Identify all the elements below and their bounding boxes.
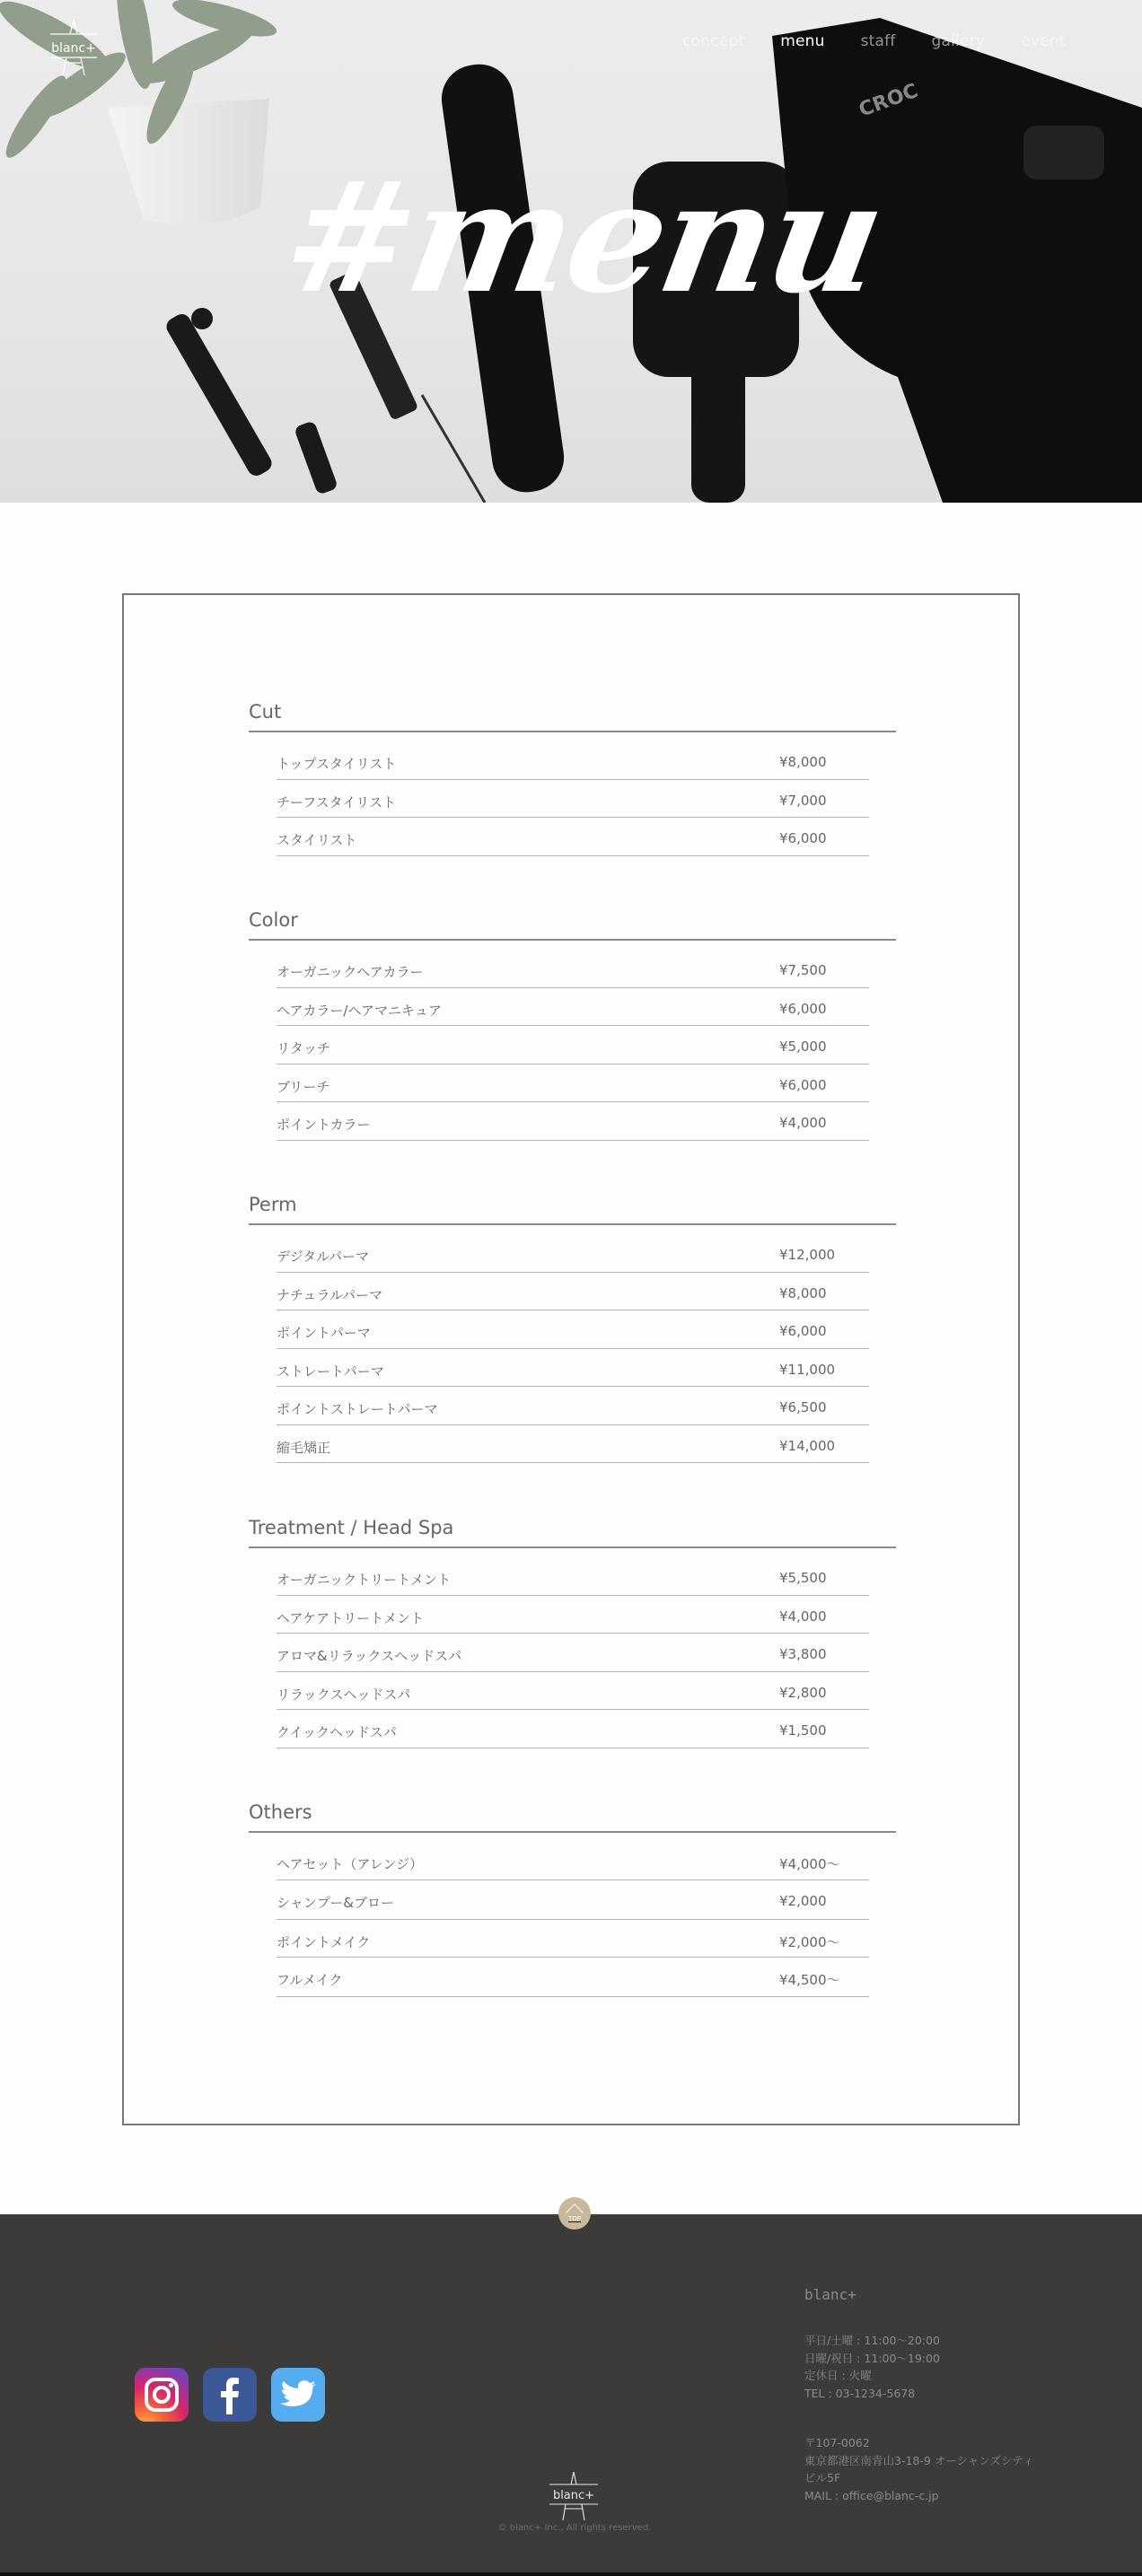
- email-address[interactable]: MAIL : office@blanc-c.jp: [804, 2488, 939, 2502]
- item-price: ¥11,000: [779, 1361, 836, 1378]
- menu-item: [277, 1234, 869, 1273]
- item-name: ポイントメイク: [277, 1933, 371, 1950]
- menu-item: [277, 1920, 869, 1958]
- item-price: ¥14,000: [779, 1437, 836, 1454]
- item-name: トップスタイリスト: [277, 756, 397, 772]
- item-name: ストレートパーマ: [277, 1362, 384, 1380]
- item-price: ¥4,000: [779, 1115, 827, 1131]
- section-title: Color: [249, 909, 298, 931]
- item-name: ヘアケアトリートメント: [277, 1609, 424, 1626]
- item-price: ¥2,800: [779, 1684, 827, 1701]
- address-block: [804, 2434, 1038, 2504]
- item-name: リタッチ: [277, 1040, 331, 1056]
- menu-item: [277, 1065, 869, 1103]
- nav-item-concept[interactable]: concept: [682, 32, 745, 50]
- item-name: ナチュラルパーマ: [277, 1286, 383, 1303]
- page-title: #menu: [271, 148, 894, 328]
- section-title: Cut: [249, 701, 282, 723]
- menu-item: [277, 1387, 869, 1425]
- section-divider: [249, 731, 896, 732]
- item-name: オーガニックトリートメント: [277, 1572, 451, 1588]
- menu-item: [277, 1596, 869, 1634]
- menu-item: [277, 1710, 869, 1748]
- item-price: ¥8,000: [779, 1284, 827, 1301]
- menu-item: [277, 780, 869, 819]
- item-price: ¥6,000: [779, 1323, 827, 1339]
- footer-brand-name: blanc+: [804, 2286, 856, 2303]
- item-name: フルメイク: [277, 1972, 343, 1988]
- menu-item: [277, 988, 869, 1027]
- menu-item: [277, 818, 869, 856]
- item-price: ¥1,500: [779, 1722, 827, 1739]
- copyright-text: © blanc+ Inc., All rights reserved.: [497, 2523, 652, 2533]
- menu-item: [277, 950, 869, 988]
- item-name: ポイントパーマ: [277, 1325, 371, 1341]
- street-address: 東京都港区南青山3-18-9 オーシャンズシティビル5F: [804, 2453, 1034, 2484]
- bottom-edge: [0, 2572, 1142, 2576]
- section-divider: [249, 1546, 896, 1548]
- item-price: ¥5,000: [779, 1038, 827, 1055]
- to-top-label: TOP: [567, 2215, 581, 2222]
- menu-card: [122, 593, 1020, 2125]
- section-title: Treatment / Head Spa: [249, 1517, 454, 1538]
- hours-weekday: 平日/土曜 : 11:00〜20:00: [804, 2334, 940, 2347]
- item-price: ¥4,000〜: [779, 1856, 840, 1872]
- item-price: ¥12,000: [779, 1247, 836, 1263]
- svg-text:CROC: CROC: [856, 79, 921, 122]
- item-name: シャンプー&ブロー: [277, 1894, 394, 1911]
- footer-logo[interactable]: [548, 2470, 600, 2520]
- menu-item: [277, 1026, 869, 1065]
- menu-item: [277, 1880, 869, 1920]
- item-name: ポイントカラー: [277, 1117, 371, 1133]
- menu-section-color: [249, 907, 896, 1141]
- nav-item-event[interactable]: event: [1021, 32, 1066, 50]
- menu-section-cut: [249, 698, 896, 856]
- section-divider: [249, 1223, 896, 1225]
- back-to-top-button[interactable]: [558, 2197, 591, 2230]
- item-name: クイックヘッドスパ: [277, 1724, 397, 1740]
- item-name: ヘアセット（アレンジ）: [277, 1856, 424, 1872]
- item-price: ¥5,500: [779, 1570, 827, 1586]
- nav-item-gallery[interactable]: gallery: [931, 32, 986, 50]
- svg-text:blanc+: blanc+: [51, 41, 96, 56]
- item-price: ¥7,000: [779, 792, 827, 809]
- menu-section-others: [249, 1799, 896, 1997]
- item-price: ¥6,000: [779, 830, 827, 846]
- menu-section-treatment: [249, 1514, 896, 1748]
- item-price: ¥6,000: [779, 1000, 827, 1017]
- item-price: ¥4,000: [779, 1608, 827, 1625]
- svg-text:blanc+: blanc+: [552, 2489, 595, 2502]
- item-name: アロマ&リラックスヘッドスパ: [277, 1648, 462, 1664]
- main-nav: [682, 32, 1101, 50]
- menu-item: [277, 1425, 869, 1464]
- item-name: チーフスタイリスト: [277, 793, 397, 810]
- phone-number: TEL : 03-1234-5678: [804, 2386, 916, 2400]
- facebook-icon[interactable]: [203, 2368, 257, 2422]
- item-name: スタイリスト: [277, 832, 357, 848]
- menu-item: [277, 1557, 869, 1596]
- menu-item: [277, 1672, 869, 1711]
- brand-logo[interactable]: [45, 18, 102, 75]
- section-title: Others: [249, 1801, 312, 1823]
- menu-item: [277, 1310, 869, 1349]
- section-divider: [249, 939, 896, 941]
- closed-day: 定休日 : 火曜: [804, 2369, 872, 2382]
- menu-section-perm: [249, 1191, 896, 1463]
- menu-item: [277, 1634, 869, 1672]
- item-price: ¥3,800: [779, 1646, 827, 1662]
- section-divider: [249, 1831, 896, 1833]
- nav-item-menu[interactable]: menu: [780, 32, 825, 50]
- item-name: オーガニックヘアカラー: [277, 964, 424, 980]
- instagram-icon[interactable]: [135, 2368, 189, 2422]
- twitter-icon[interactable]: [271, 2368, 325, 2422]
- hours-weekend: 日曜/祝日 : 11:00〜19:00: [804, 2351, 940, 2365]
- menu-item: [277, 1273, 869, 1311]
- item-name: ポイントストレートパーマ: [277, 1401, 438, 1417]
- nav-item-staff[interactable]: staff: [860, 32, 896, 50]
- item-price: ¥2,000〜: [779, 1933, 840, 1950]
- menu-item: [277, 1958, 869, 1997]
- business-hours: [804, 2332, 940, 2402]
- item-name: デジタルパーマ: [277, 1249, 370, 1265]
- postal-code: 〒107-0062: [804, 2436, 870, 2449]
- item-price: ¥8,000: [779, 754, 827, 770]
- item-price: ¥4,500〜: [779, 1972, 840, 1988]
- item-price: ¥2,000: [779, 1892, 827, 1909]
- item-name: ヘアカラー/ヘアマニキュア: [277, 1002, 443, 1019]
- menu-item: [277, 1842, 869, 1880]
- section-title: Perm: [249, 1194, 297, 1215]
- item-price: ¥7,500: [779, 962, 827, 978]
- menu-item: [277, 1349, 869, 1388]
- menu-item: [277, 1102, 869, 1141]
- hero-banner: [0, 0, 1142, 503]
- item-price: ¥6,500: [779, 1399, 827, 1415]
- item-name: 縮毛矯正: [277, 1439, 331, 1456]
- menu-item: [277, 741, 869, 780]
- item-name: リラックスヘッドスパ: [277, 1686, 411, 1703]
- item-name: ブリーチ: [277, 1078, 330, 1095]
- item-price: ¥6,000: [779, 1076, 827, 1093]
- social-links: [135, 2368, 325, 2422]
